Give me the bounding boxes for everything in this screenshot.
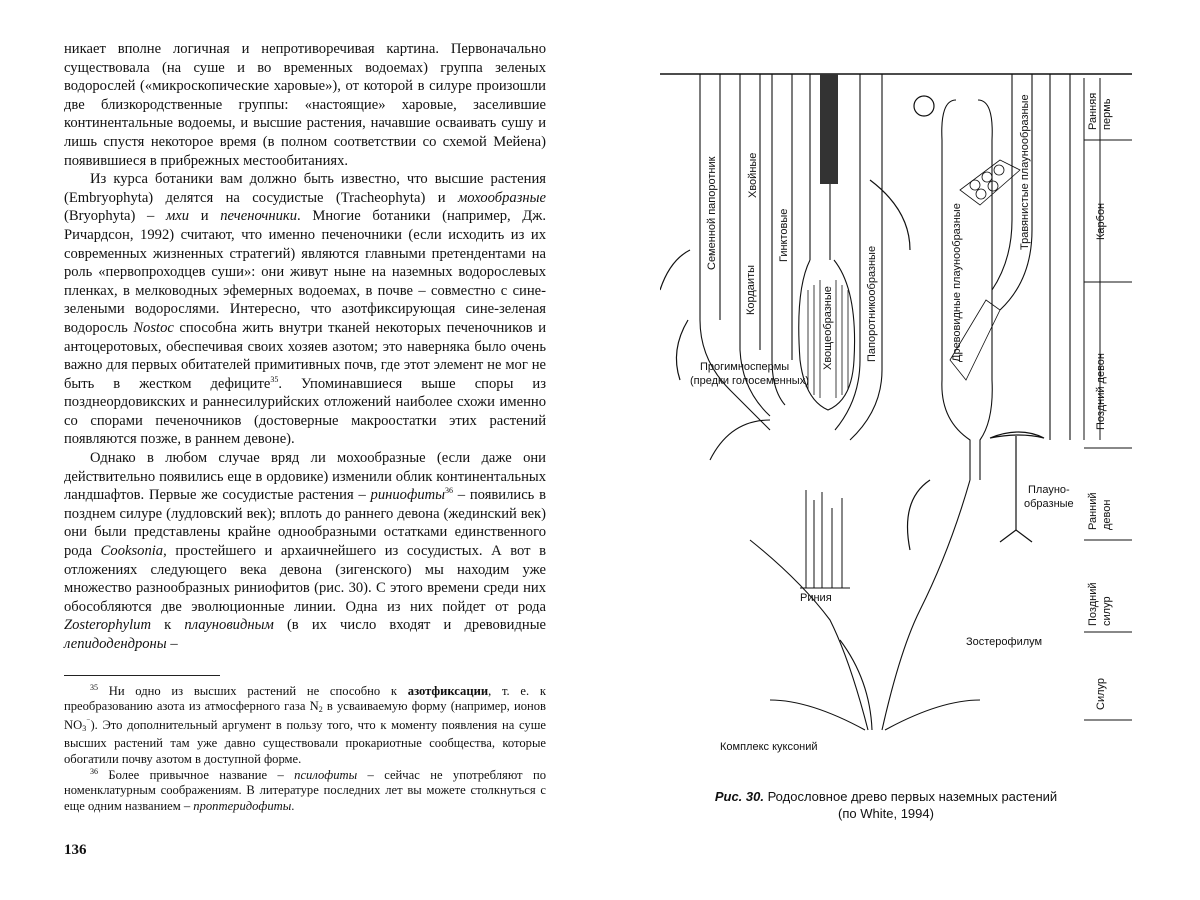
p3-term-zosterophylum: Zosterophylum bbox=[64, 617, 152, 634]
figure-caption bbox=[676, 788, 1096, 822]
label-cordaites: Кордаиты bbox=[745, 264, 757, 315]
cooksonia-right bbox=[885, 700, 980, 730]
footnote-36-number: 36 bbox=[90, 766, 98, 776]
branch-left bbox=[750, 540, 868, 730]
p2-term-nostoc: Nostoc bbox=[133, 319, 174, 336]
fn35-text-c: , т. е. к преобразованию азота из атмосферного газа N bbox=[64, 683, 546, 714]
basal-trunk bbox=[750, 480, 980, 730]
tree-roots bbox=[1000, 530, 1032, 542]
fn36-term-propteridophytes: проптеридофиты bbox=[193, 798, 292, 813]
fern-fronds bbox=[660, 96, 934, 550]
fn36-text-a: Более привычное название – bbox=[98, 767, 295, 782]
lineage-labels bbox=[706, 94, 1031, 370]
herb-lycopod-tube-left bbox=[992, 74, 1012, 290]
period-early-permian-2: пермь bbox=[1101, 98, 1113, 130]
frond-fern bbox=[870, 180, 910, 250]
p3-term-lycopsids: плауновидным bbox=[184, 617, 274, 634]
p2-term-mosses: мхи bbox=[165, 208, 190, 225]
plant-labels bbox=[690, 361, 1074, 753]
scale-circle bbox=[988, 181, 998, 191]
p3-term-rhyniophytes: риниофиты bbox=[370, 487, 446, 504]
frond-seed-fern bbox=[660, 250, 690, 290]
p2-text-e: и bbox=[189, 208, 221, 225]
p2-text-c: (Bryophyta) – bbox=[64, 208, 166, 225]
period-late-devonian: Поздний девон bbox=[1095, 353, 1107, 430]
footnote-ref-35[interactable]: 35 bbox=[270, 374, 279, 384]
p3-text-d: – появились в позднем силуре (лудловский век); вплоть до раннего девона (жединский век) они были представлены крайне однообразными остатками единственного рода bbox=[64, 487, 546, 560]
fn35-text-a: Ни одно из высших растений не способно к bbox=[98, 683, 408, 698]
period-early-devonian-1: Ранний bbox=[1087, 492, 1099, 530]
period-carboniferous: Карбон bbox=[1095, 202, 1107, 240]
scale-circle bbox=[970, 180, 980, 190]
period-late-silurian-1: Поздний bbox=[1087, 582, 1099, 626]
label-zosterophyllum: Зостерофилум bbox=[966, 636, 1043, 648]
fiddlehead-icon bbox=[914, 96, 934, 116]
label-conifers: Хвойные bbox=[747, 152, 759, 198]
period-early-permian-1: Ранняя bbox=[1087, 92, 1099, 130]
scale-circle bbox=[994, 165, 1004, 175]
label-ginkgo: Гинктовые bbox=[778, 208, 790, 262]
label-lycopods-1: Плауно- bbox=[1028, 484, 1070, 496]
period-early-devonian-2: девон bbox=[1101, 499, 1113, 530]
p3-term-lepidodendrons: лепидодендроны bbox=[64, 636, 167, 652]
footnote-36 bbox=[64, 768, 546, 815]
cooksonia-left bbox=[770, 700, 865, 730]
rhynia-stems bbox=[806, 490, 842, 588]
p2-text-i: способна жить внутри тканей некоторых печеночников и антоцеротовых, обеспечивая своих хозяев азотом; это наверняка было очень важно для первых обитателей примитивных почв, где этот элемент не мог не быть в жестком дефиците bbox=[64, 319, 546, 392]
p2-text-k: . Упоминавшиеся выше споры из позднеордовикских и раннесилурийских отложений наиболее схожи именно со спорами печеночников (достоверные макроостатки этих растений появляются позже, в раннем девоне). bbox=[64, 375, 546, 448]
frond-seed-fern-lower bbox=[676, 320, 688, 380]
p3-text-h: к bbox=[151, 617, 185, 634]
p2-term-liverworts: печеночники bbox=[220, 208, 298, 225]
paragraph-1 bbox=[64, 40, 546, 170]
figure-30 bbox=[660, 60, 1140, 840]
p2-text-a: Из курса ботаники вам должно быть известно, что высшие растения (Embryophyta) делятся на сосудистые (Tracheophyta) и bbox=[64, 171, 546, 206]
p2-term-bryophytes: мохообразные bbox=[457, 189, 546, 206]
frond-zostero bbox=[908, 480, 931, 550]
fn35-superscript-minus: ⁻ bbox=[86, 716, 91, 726]
p3-text-f: , простейшего и архаичнейшего из сосудистых. А вот в отложениях следующего века девона (зигенского) мы находим уже множество разнообразных риниофитов (рис. 30). С этого времени среди них обособляются две эволюционные линии. Одна из них пойдет от рода bbox=[64, 543, 546, 615]
footnote-ref-36[interactable]: 36 bbox=[445, 486, 454, 496]
period-late-silurian-2: силур bbox=[1101, 596, 1113, 626]
fn35-subscript-2: 2 bbox=[318, 705, 323, 715]
caption-label: Рис. 30. bbox=[714, 789, 764, 804]
fn35-subscript-3: 3 bbox=[82, 723, 87, 733]
fn36-text-c: – сейчас не употребляют по номенклатурным соображениям. В литературе последних лет вы можете столкнуться с еще одним названием – bbox=[64, 767, 546, 813]
page-number: 136 bbox=[64, 842, 87, 858]
p3-text-l: – bbox=[166, 636, 178, 652]
caption-text: Родословное древо первых наземных растений bbox=[763, 789, 1058, 804]
paragraph-2 bbox=[64, 170, 546, 449]
label-tree-lycopods: Древовидные плаунообразные bbox=[951, 203, 963, 362]
phylogeny-tree-diagram bbox=[660, 60, 1140, 780]
scale-circle bbox=[976, 189, 986, 199]
footnote-35-number: 35 bbox=[90, 682, 98, 692]
fn35-term-nitrogen-fixation: азотфиксации bbox=[407, 683, 489, 698]
p3-text-j: (в их число входят и древовидные bbox=[273, 617, 546, 634]
fn36-text-e: . bbox=[291, 798, 295, 813]
fn36-term-psilophytes: псилофиты bbox=[294, 767, 358, 782]
caption-source: (по White, 1994) bbox=[838, 806, 934, 821]
conifer-trunk bbox=[820, 74, 838, 184]
tree-crown bbox=[990, 432, 1044, 438]
paragraph-1-text: никает вполне логичная и непротиворечивая картина. Первоначально существовала (на суше и во временных водоемах) группа зеленых водорослей («микроскопические харовые»), от которой в силуре произошли две близкородственные группы: «настоящие» харовые, заселившие континентальные водоемы, и высшие растения, начавшие осваивать сушу и лишь спустя некоторое время (в полном соответствии со схемой Мейена) появившиеся в прибрежных местообитаниях. bbox=[64, 41, 546, 169]
rhynia-plants-icon bbox=[800, 490, 850, 588]
label-progymnosperms-note: (предки голосеменных) bbox=[690, 375, 809, 387]
label-herb-lycopods: Травянистые плаунообразные bbox=[1019, 94, 1031, 250]
p3-term-cooksonia: Cooksonia bbox=[100, 543, 164, 560]
footnote-35 bbox=[64, 684, 546, 768]
footnote-divider bbox=[64, 675, 220, 676]
label-horsetails: Хвощеобразные bbox=[822, 286, 834, 370]
label-cooksonia-complex: Комплекс куксоний bbox=[720, 741, 818, 753]
progymnosperm-branch bbox=[710, 420, 770, 460]
label-ferns: Папоротникообразные bbox=[866, 245, 878, 362]
p2-text-g: . Многие ботаники (например, Дж. Ричардсон, 1992) считают, что именно печеночники (если исходить из их современных жизненных стратегий) являются главными претендентами на роль «первопроходцев суши»: они живут ныне на наземных водорослевых пленках, в мелководных эфемерных водоемах, в почве – совместно с сине-зелеными водорослями. Интересно, что азотфиксирующая сине-зеленая водоросль bbox=[64, 208, 546, 336]
branch-right bbox=[882, 480, 970, 730]
left-page-text bbox=[64, 40, 546, 814]
fern-tube-left bbox=[835, 74, 860, 430]
paragraph-3 bbox=[64, 449, 546, 654]
fn35-text-h: ). Это дополнительный аргумент в пользу того, что к моменту появления на суше высших растений там уже давно существовали прокариотные сообщества, которые обогатили почву азотом в доступной форме. bbox=[64, 717, 546, 766]
tree-lycopod-tube-right bbox=[978, 100, 992, 480]
label-lycopods-2: образные bbox=[1024, 498, 1074, 510]
label-rhynia: Риния bbox=[800, 592, 832, 604]
label-progymnosperms: Прогимноспермы bbox=[700, 361, 790, 373]
p3-text-a: Однако в любом случае вряд ли мохообразные (если даже они действительно появились еще в ордовике) изменили облик континентальных ландшафтов. Первые же сосудистые растения – bbox=[64, 450, 546, 504]
period-silurian: Силур bbox=[1095, 677, 1107, 710]
label-seed-ferns: Семенной папоротник bbox=[706, 156, 718, 270]
fn35-text-e: в усваиваемую форму (например, ионов NO bbox=[64, 699, 546, 732]
scale-circle bbox=[982, 172, 992, 182]
outer-column bbox=[1050, 74, 1070, 440]
